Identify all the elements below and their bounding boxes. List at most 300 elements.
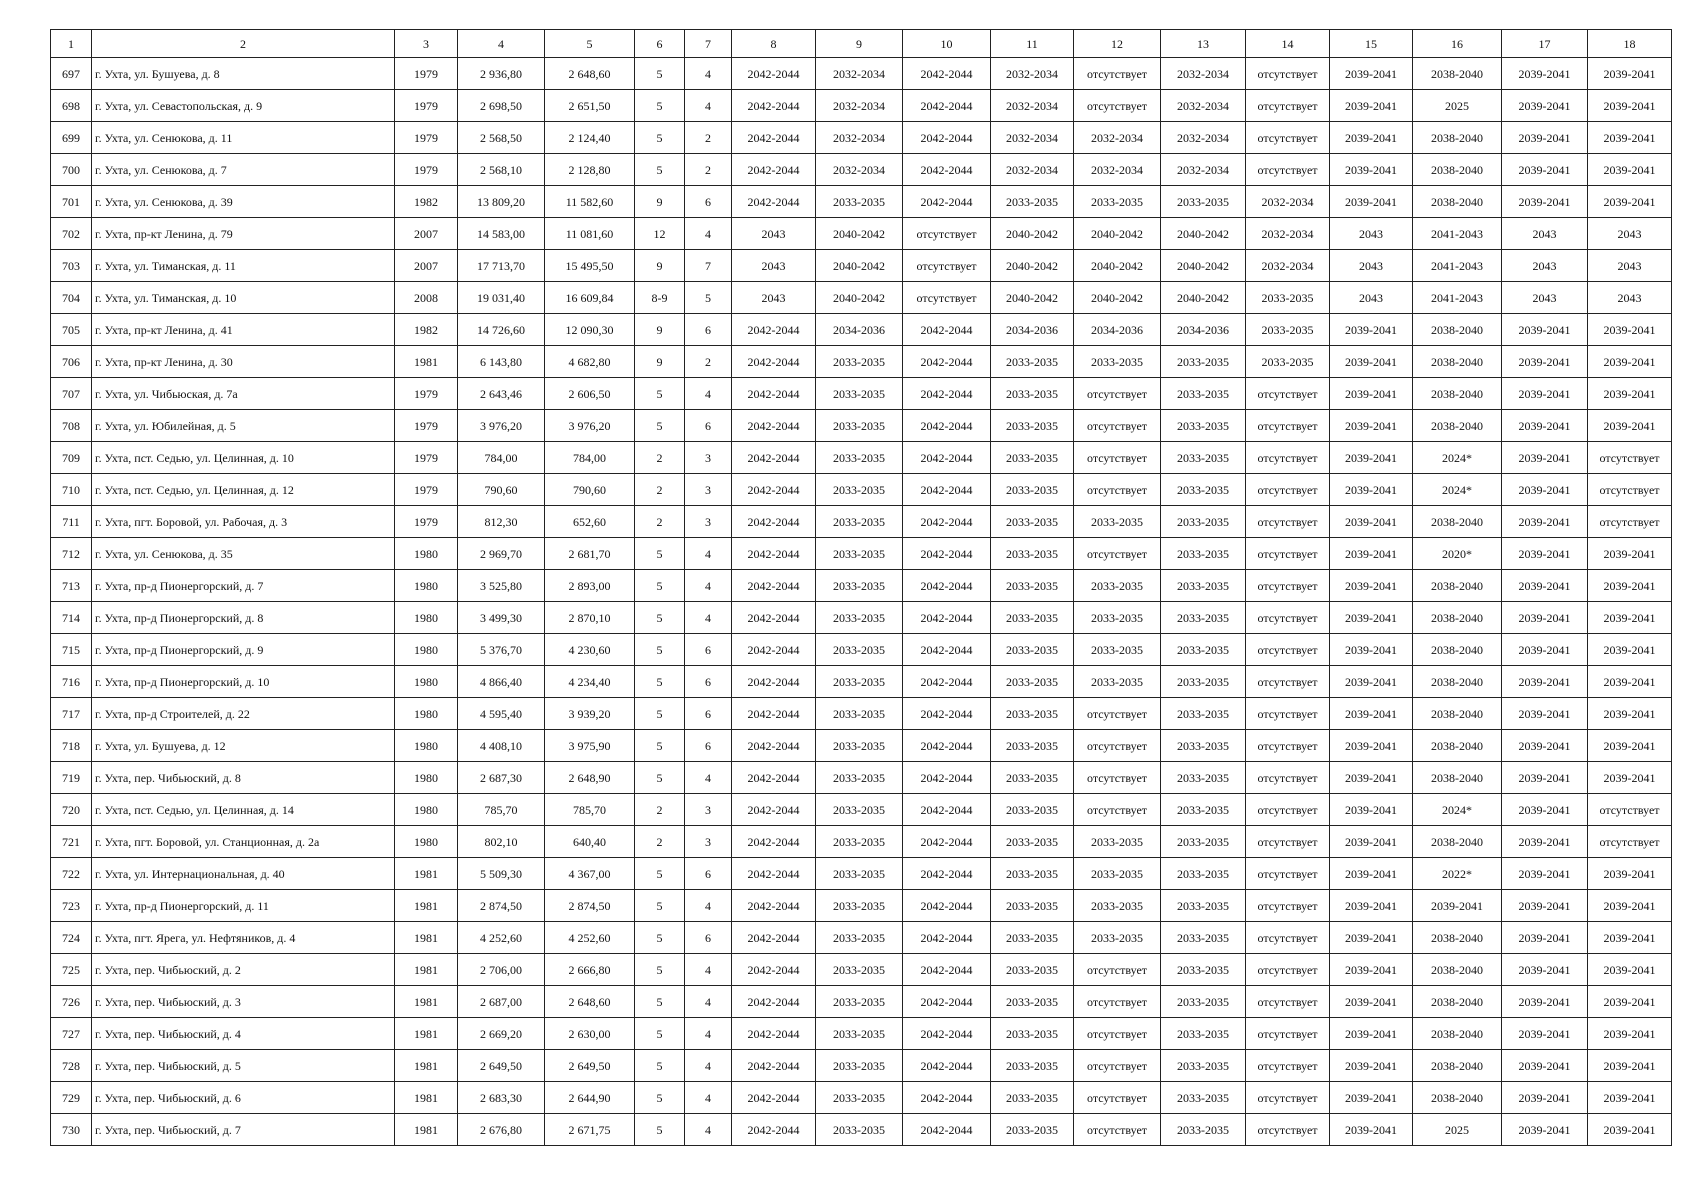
table-cell: 2042-2044 [732,890,816,922]
table-cell: 2042-2044 [903,954,991,986]
address-cell: г. Ухта, пр-д Пионергорский, д. 7 [92,570,395,602]
address-cell: г. Ухта, ул. Сенюкова, д. 39 [92,186,395,218]
table-cell: 4 252,60 [458,922,545,954]
table-cell: 2042-2044 [903,154,991,186]
table-cell: 2033-2035 [1161,826,1246,858]
table-cell: 2033-2035 [991,506,1074,538]
table-cell: 2033-2035 [1074,922,1161,954]
table-cell: 2042-2044 [903,602,991,634]
table-cell: 6 143,80 [458,346,545,378]
address-cell: г. Ухта, пер. Чибьюский, д. 8 [92,762,395,794]
table-cell: 2042-2044 [732,858,816,890]
table-row [51,698,1672,730]
table-cell: 5 [635,538,685,570]
table-cell: 6 [685,314,732,346]
table-cell: 2033-2035 [991,954,1074,986]
table-cell: 2039-2041 [1588,538,1672,570]
table-cell: 1980 [395,538,458,570]
table-cell: 1981 [395,858,458,890]
table-cell: 5 [635,378,685,410]
table-cell: 2032-2034 [1246,186,1330,218]
table-cell: 2038-2040 [1413,314,1502,346]
table-row [51,218,1672,250]
table-cell: 2039-2041 [1330,442,1413,474]
table-cell: отсутствует [1246,90,1330,122]
table-cell: 5 [635,1082,685,1114]
table-cell: отсутствует [1246,922,1330,954]
table-cell: 2039-2041 [1502,922,1588,954]
table-row [51,794,1672,826]
table-cell: 2033-2035 [991,794,1074,826]
table-cell: 2039-2041 [1588,314,1672,346]
row-number-cell: 718 [51,730,92,762]
column-header-17: 17 [1502,30,1588,58]
address-cell: г. Ухта, ул. Сенюкова, д. 35 [92,538,395,570]
table-cell: 2042-2044 [732,314,816,346]
table-cell: 5 [685,282,732,314]
row-number-cell: 710 [51,474,92,506]
table-cell: 1979 [395,474,458,506]
table-cell: 2043 [732,250,816,282]
table-cell: 13 809,20 [458,186,545,218]
table-cell: 1981 [395,1114,458,1146]
table-cell: 2042-2044 [903,1114,991,1146]
table-cell: 2042-2044 [903,634,991,666]
table-cell: 2039-2041 [1588,378,1672,410]
table-cell: 2033-2035 [991,410,1074,442]
address-cell: г. Ухта, пер. Чибьюский, д. 3 [92,986,395,1018]
address-cell: г. Ухта, ул. Тиманская, д. 10 [92,282,395,314]
table-cell: 2032-2034 [1246,218,1330,250]
table-cell: 4 [685,986,732,1018]
address-cell: г. Ухта, пер. Чибьюский, д. 5 [92,1050,395,1082]
table-cell: 2033-2035 [991,666,1074,698]
table-cell: 3 [685,442,732,474]
table-cell: 2033-2035 [816,730,903,762]
table-cell: 2040-2042 [1161,218,1246,250]
table-cell: отсутствует [1246,954,1330,986]
table-cell: 2032-2034 [991,90,1074,122]
table-cell: 2032-2034 [1161,122,1246,154]
table-cell: 2040-2042 [991,218,1074,250]
address-cell: г. Ухта, пр-д Пионергорский, д. 9 [92,634,395,666]
table-cell: 790,60 [458,474,545,506]
table-cell: 2 648,90 [545,762,635,794]
table-cell: 2033-2035 [816,762,903,794]
table-cell: 2039-2041 [1502,666,1588,698]
table-cell: 2042-2044 [732,826,816,858]
table-row [51,282,1672,314]
table-cell: 5 [635,58,685,90]
table-cell: 2 568,10 [458,154,545,186]
table-cell: отсутствует [1588,474,1672,506]
table-cell: 2033-2035 [1161,602,1246,634]
table-cell: 1981 [395,1082,458,1114]
table-cell: 1981 [395,890,458,922]
table-cell: 2039-2041 [1330,570,1413,602]
row-number-cell: 709 [51,442,92,474]
table-cell: 2 [635,826,685,858]
table-cell: отсутствует [1246,122,1330,154]
table-cell: 2 666,80 [545,954,635,986]
table-cell: 2032-2034 [1074,122,1161,154]
table-cell: 2040-2042 [816,218,903,250]
table-cell: 1980 [395,730,458,762]
table-cell: 2039-2041 [1502,58,1588,90]
table-cell: 1981 [395,954,458,986]
table-cell: 2042-2044 [903,186,991,218]
table-row [51,410,1672,442]
table-cell: отсутствует [1074,794,1161,826]
table-cell: 2039-2041 [1588,858,1672,890]
table-cell: 2042-2044 [903,890,991,922]
row-number-cell: 714 [51,602,92,634]
table-cell: 2033-2035 [816,794,903,826]
table-row [51,986,1672,1018]
table-cell: отсутствует [1074,730,1161,762]
row-number-cell: 706 [51,346,92,378]
table-cell: 2039-2041 [1502,410,1588,442]
table-cell: 2033-2035 [1161,538,1246,570]
table-cell: отсутствует [1074,378,1161,410]
table-cell: 2039-2041 [1330,186,1413,218]
column-header-1: 1 [51,30,92,58]
table-cell: 2033-2035 [991,762,1074,794]
table-cell: 2033-2035 [816,538,903,570]
table-cell: 2042-2044 [732,58,816,90]
table-cell: 6 [685,666,732,698]
table-cell: 4 367,00 [545,858,635,890]
table-cell: отсутствует [1074,90,1161,122]
table-cell: 2039-2041 [1502,474,1588,506]
table-cell: 3 [685,506,732,538]
table-cell: 2 893,00 [545,570,635,602]
table-cell: 5 [635,1050,685,1082]
table-cell: отсутствует [903,218,991,250]
table-cell: 2039-2041 [1588,1114,1672,1146]
table-cell: 2 630,00 [545,1018,635,1050]
table-cell: 2042-2044 [732,762,816,794]
table-cell: 2033-2035 [1161,474,1246,506]
address-cell: г. Ухта, ул. Бушуева, д. 12 [92,730,395,762]
table-cell: 2033-2035 [1074,634,1161,666]
table-cell: 2040-2042 [991,282,1074,314]
table-cell: 812,30 [458,506,545,538]
table-cell: 2039-2041 [1330,122,1413,154]
table-cell: 2033-2035 [1074,602,1161,634]
table-cell: 2042-2044 [903,410,991,442]
table-cell: 2033-2035 [816,1018,903,1050]
table-cell: 2039-2041 [1502,1114,1588,1146]
table-cell: 2038-2040 [1413,1018,1502,1050]
table-cell: 2038-2040 [1413,762,1502,794]
table-cell: отсутствует [1246,58,1330,90]
table-cell: 2 706,00 [458,954,545,986]
table-cell: 2043 [1330,218,1413,250]
table-cell: 2041-2043 [1413,282,1502,314]
table-cell: 2039-2041 [1588,954,1672,986]
table-cell: 2033-2035 [1074,826,1161,858]
table-row [51,346,1672,378]
table-row [51,666,1672,698]
table-cell: 2039-2041 [1502,570,1588,602]
table-cell: 5 [635,858,685,890]
table-cell: отсутствует [1588,442,1672,474]
table-cell: 5 [635,986,685,1018]
table-cell: 2042-2044 [732,506,816,538]
table-cell: отсутствует [903,250,991,282]
table-cell: 2039-2041 [1330,58,1413,90]
table-cell: 2033-2035 [1161,570,1246,602]
table-cell: 4 [685,1018,732,1050]
table-cell: 1981 [395,922,458,954]
table-cell: 2034-2036 [1074,314,1161,346]
row-number-cell: 708 [51,410,92,442]
table-cell: 2033-2035 [816,922,903,954]
table-cell: отсутствует [1246,1050,1330,1082]
table-cell: 2042-2044 [732,570,816,602]
table-row [51,954,1672,986]
housing-schedule-table [50,29,1672,1146]
table-cell: 2034-2036 [991,314,1074,346]
address-cell: г. Ухта, пгт. Боровой, ул. Рабочая, д. 3 [92,506,395,538]
table-cell: 1982 [395,314,458,346]
table-cell: отсутствует [1246,1082,1330,1114]
table-cell: 2042-2044 [732,1114,816,1146]
row-number-cell: 721 [51,826,92,858]
table-cell: отсутствует [1074,1082,1161,1114]
table-cell: 2 936,80 [458,58,545,90]
table-cell: 2042-2044 [732,378,816,410]
table-cell: 2039-2041 [1330,794,1413,826]
table-cell: 15 495,50 [545,250,635,282]
table-cell: 4 [685,954,732,986]
table-cell: отсутствует [1246,826,1330,858]
table-cell: 2042-2044 [732,186,816,218]
table-cell: 2038-2040 [1413,154,1502,186]
table-cell: 2042-2044 [732,122,816,154]
table-cell: 3 [685,826,732,858]
table-cell: 2039-2041 [1330,1018,1413,1050]
table-cell: 4 [685,890,732,922]
table-cell: отсутствует [1246,794,1330,826]
table-cell: отсутствует [1588,794,1672,826]
table-cell: 2 651,50 [545,90,635,122]
table-cell: 4 234,40 [545,666,635,698]
table-row [51,570,1672,602]
table-cell: 2033-2035 [991,890,1074,922]
table-cell: 2042-2044 [903,506,991,538]
table-cell: 1979 [395,90,458,122]
table-cell: 2042-2044 [903,538,991,570]
table-cell: 2033-2035 [991,826,1074,858]
table-cell: 2033-2035 [1161,186,1246,218]
table-cell: 2 648,60 [545,58,635,90]
table-cell: 2033-2035 [991,730,1074,762]
table-cell: 1981 [395,1018,458,1050]
table-cell: 2042-2044 [903,90,991,122]
table-cell: отсутствует [1074,474,1161,506]
table-cell: отсутствует [1074,538,1161,570]
table-cell: 2039-2041 [1330,1082,1413,1114]
column-header-4: 4 [458,30,545,58]
table-cell: 4 [685,538,732,570]
table-cell: 2 648,60 [545,986,635,1018]
table-cell: 2042-2044 [732,1082,816,1114]
table-cell: 6 [685,186,732,218]
table-cell: 2033-2035 [1161,666,1246,698]
table-cell: 2039-2041 [1502,634,1588,666]
table-cell: 2033-2035 [991,1050,1074,1082]
table-cell: 2040-2042 [816,250,903,282]
address-cell: г. Ухта, пр-д Пионергорский, д. 11 [92,890,395,922]
table-cell: 2042-2044 [903,698,991,730]
table-cell: 2 969,70 [458,538,545,570]
address-cell: г. Ухта, ул. Сенюкова, д. 7 [92,154,395,186]
table-cell: 2033-2035 [1074,346,1161,378]
table-cell: 2 568,50 [458,122,545,154]
table-cell: 7 [685,250,732,282]
table-cell: отсутствует [1246,506,1330,538]
table-cell: отсутствует [1246,1114,1330,1146]
table-cell: 2039-2041 [1330,378,1413,410]
table-cell: 2042-2044 [732,1050,816,1082]
table-cell: 1980 [395,698,458,730]
address-cell: г. Ухта, пер. Чибьюский, д. 4 [92,1018,395,1050]
table-cell: 2039-2041 [1588,602,1672,634]
table-cell: отсутствует [1246,890,1330,922]
table-cell: отсутствует [1246,378,1330,410]
table-cell: 2039-2041 [1502,90,1588,122]
table-cell: 2043 [1502,218,1588,250]
table-cell: отсутствует [1074,698,1161,730]
table-cell: 2033-2035 [1161,410,1246,442]
column-header-12: 12 [1074,30,1161,58]
table-cell: 2039-2041 [1502,986,1588,1018]
table-cell: 2033-2035 [816,698,903,730]
row-number-cell: 730 [51,1114,92,1146]
table-cell: 2039-2041 [1330,922,1413,954]
table-cell: 2038-2040 [1413,378,1502,410]
table-cell: 2039-2041 [1330,1050,1413,1082]
table-cell: 1980 [395,602,458,634]
table-cell: 2042-2044 [903,666,991,698]
table-cell: 2043 [1502,282,1588,314]
table-cell: 2039-2041 [1502,954,1588,986]
table-cell: отсутствует [1246,1018,1330,1050]
table-cell: 2038-2040 [1413,986,1502,1018]
table-cell: отсутствует [1246,730,1330,762]
table-cell: 2033-2035 [1074,666,1161,698]
table-row [51,250,1672,282]
column-header-6: 6 [635,30,685,58]
table-cell: 2042-2044 [903,1082,991,1114]
table-cell: 784,00 [458,442,545,474]
table-cell: 2039-2041 [1588,698,1672,730]
table-cell: 4 866,40 [458,666,545,698]
table-cell: 2 687,00 [458,986,545,1018]
row-number-cell: 697 [51,58,92,90]
table-row [51,58,1672,90]
table-cell: 2039-2041 [1588,410,1672,442]
row-number-cell: 722 [51,858,92,890]
table-cell: 2042-2044 [732,474,816,506]
table-cell: 2039-2041 [1502,538,1588,570]
table-cell: 2038-2040 [1413,1050,1502,1082]
table-cell: 2042-2044 [903,922,991,954]
table-cell: 2025 [1413,1114,1502,1146]
table-cell: 2040-2042 [1074,282,1161,314]
table-cell: 2042-2044 [732,698,816,730]
table-cell: 2022* [1413,858,1502,890]
table-cell: 2042-2044 [903,858,991,890]
table-cell: 2033-2035 [991,922,1074,954]
table-cell: 2039-2041 [1330,474,1413,506]
table-row [51,506,1672,538]
row-number-cell: 701 [51,186,92,218]
table-cell: 4 [685,218,732,250]
table-cell: 2039-2041 [1330,666,1413,698]
table-cell: 2039-2041 [1330,826,1413,858]
table-cell: отсутствует [1246,762,1330,794]
table-cell: 2033-2035 [1161,506,1246,538]
table-cell: 2033-2035 [991,986,1074,1018]
row-number-cell: 716 [51,666,92,698]
table-cell: 2042-2044 [732,538,816,570]
table-cell: 2039-2041 [1330,698,1413,730]
table-cell: 2042-2044 [732,794,816,826]
table-cell: 2033-2035 [991,474,1074,506]
address-cell: г. Ухта, пер. Чибьюский, д. 2 [92,954,395,986]
table-cell: 2033-2035 [816,442,903,474]
table-cell: 2 698,50 [458,90,545,122]
table-cell: 2033-2035 [816,1082,903,1114]
address-cell: г. Ухта, пр-кт Ленина, д. 41 [92,314,395,346]
table-cell: 2033-2035 [991,858,1074,890]
table-cell: 2024* [1413,794,1502,826]
table-cell: 2039-2041 [1330,1114,1413,1146]
table-cell: 2033-2035 [1161,1050,1246,1082]
table-cell: отсутствует [1074,986,1161,1018]
table-cell: 2038-2040 [1413,826,1502,858]
table-cell: 3 976,20 [545,410,635,442]
table-row [51,730,1672,762]
address-cell: г. Ухта, пр-д Пионергорский, д. 8 [92,602,395,634]
table-cell: 785,70 [458,794,545,826]
table-cell: 2033-2035 [1161,954,1246,986]
table-cell: 2039-2041 [1502,378,1588,410]
table-cell: 1979 [395,58,458,90]
table-cell: 2033-2035 [1161,922,1246,954]
address-cell: г. Ухта, пр-кт Ленина, д. 30 [92,346,395,378]
table-cell: 2033-2035 [1161,762,1246,794]
row-number-cell: 717 [51,698,92,730]
table-cell: 2 [635,506,685,538]
row-number-cell: 702 [51,218,92,250]
table-cell: 2039-2041 [1330,858,1413,890]
column-header-9: 9 [816,30,903,58]
table-cell: 2042-2044 [732,154,816,186]
table-cell: 2040-2042 [816,282,903,314]
column-header-15: 15 [1330,30,1413,58]
table-cell: 2033-2035 [816,826,903,858]
table-cell: 2033-2035 [816,1114,903,1146]
address-cell: г. Ухта, пр-кт Ленина, д. 79 [92,218,395,250]
table-cell: 2038-2040 [1413,730,1502,762]
table-cell: 2043 [732,218,816,250]
address-cell: г. Ухта, пст. Седью, ул. Целинная, д. 14 [92,794,395,826]
table-cell: 6 [685,698,732,730]
